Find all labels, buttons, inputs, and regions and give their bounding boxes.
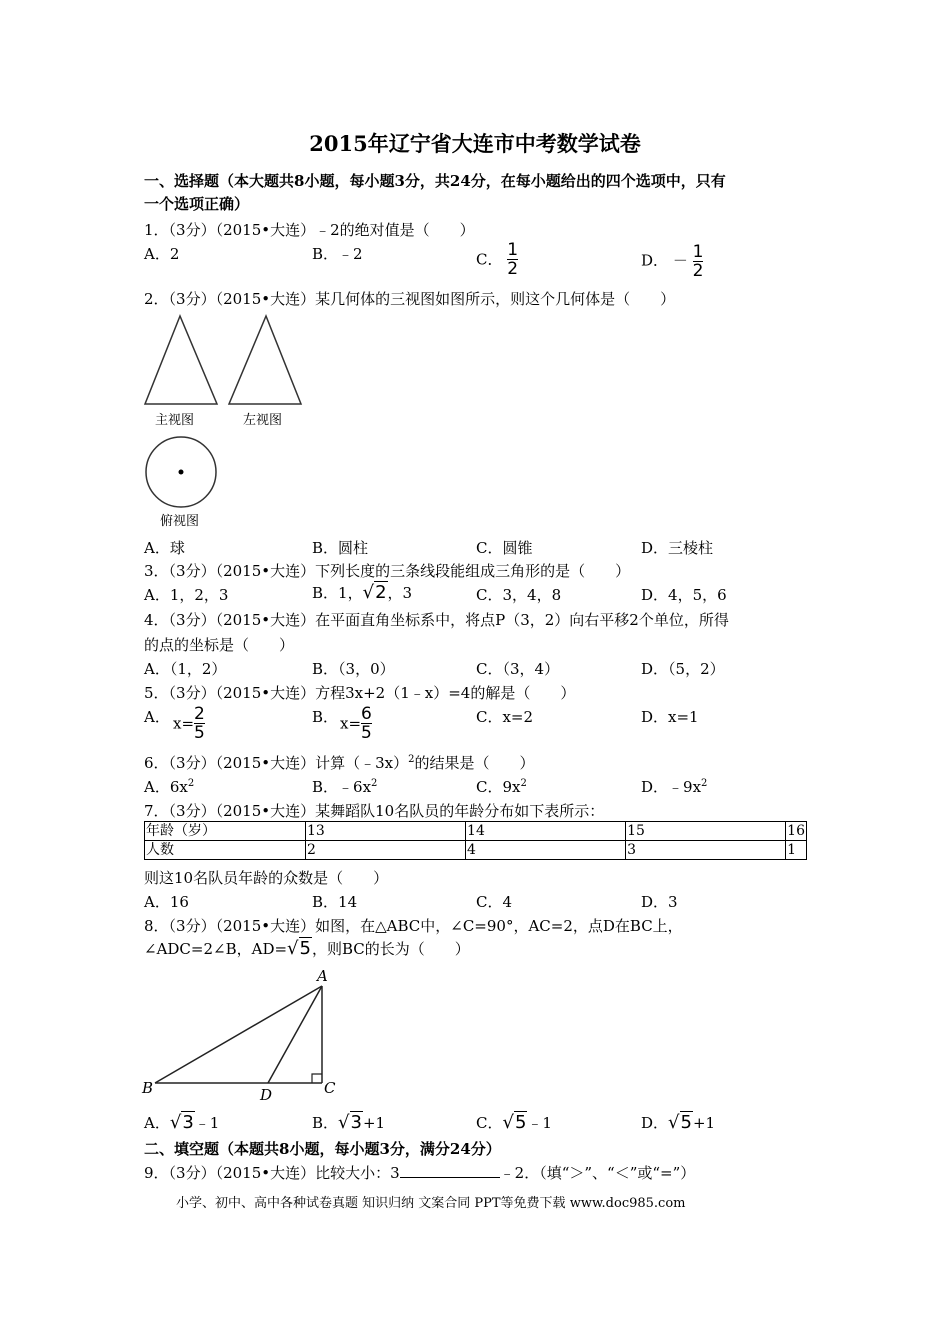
q1-option-c-label: C． <box>476 250 503 269</box>
page-title: 2015年辽宁省大连市中考数学试卷 <box>309 131 641 156</box>
q1-stem: 1．（3分）（2015•大连）﹣2的绝对值是（ ） <box>144 221 475 239</box>
q8-b-suffix: +1 <box>362 1114 386 1132</box>
table-cell: 2 <box>305 841 465 860</box>
table-row <box>145 822 807 841</box>
age-distribution-table <box>144 821 807 860</box>
q6-option-b <box>312 776 377 797</box>
q5-option-c: C．x=2 <box>476 708 534 726</box>
q9-stem-head: 9．（3分）（2015•大连）比较大小：3 <box>144 1164 400 1182</box>
q1-c-numerator: 1 <box>507 240 519 260</box>
q5-option-d: D．x=1 <box>641 708 699 726</box>
section2-heading: 二、填空题（本题共8小题，每小题3分，满分24分） <box>144 1140 501 1158</box>
q5-option-a-label: A． <box>144 708 170 726</box>
vertex-d-label: D <box>260 1086 273 1104</box>
sqrt-sign: √3 <box>169 1112 194 1133</box>
front-view-label: 主视图 <box>155 413 195 428</box>
q8-d-label: D． <box>641 1114 669 1132</box>
q6-option-d <box>641 776 707 797</box>
q8-line2-tail: ，则BC的长为（ ） <box>311 940 470 958</box>
q8-c-label: C． <box>476 1114 503 1132</box>
q8-line2-head: ∠ADC=2∠B，AD= <box>144 940 288 958</box>
table-cell: 14 <box>466 822 626 841</box>
q6-stem-tail: 的结果是（ ） <box>414 754 535 772</box>
q8-d-radicand: 5 <box>680 1112 692 1133</box>
table-cell: 4 <box>466 841 626 860</box>
table-cell: 16 <box>787 823 805 839</box>
footer-banner: 小学、初中、高中各种试卷真题 知识归纳 文案合同 PPT等免费下载 www.doc985.com <box>176 1196 686 1211</box>
q1-d-numerator: 1 <box>692 242 704 262</box>
vertex-c-label: C <box>324 1079 336 1097</box>
q8-c-radicand: 5 <box>514 1112 527 1133</box>
q8-stem-line1: 8．（3分）（2015•大连）如图，在△ABC中，∠C=90°，AC=2，点D在BC上， <box>144 917 683 935</box>
left-view-label: 左视图 <box>243 413 283 428</box>
sqrt-sign: √2 <box>362 582 387 603</box>
q1-option-c <box>476 240 519 279</box>
q4-option-c: C．（3，4） <box>476 660 560 678</box>
q3-option-b-suffix: ，3 <box>387 584 413 602</box>
q8-a-suffix: ﹣1 <box>194 1114 220 1132</box>
table-cell: 年龄（岁） <box>145 822 306 841</box>
segment-ab <box>155 986 322 1083</box>
q8-d-suffix: +1 <box>692 1114 716 1132</box>
q2-option-b: B．圆柱 <box>312 539 369 557</box>
q5-b-denominator: 5 <box>361 723 372 743</box>
q8-option-d <box>641 1112 715 1133</box>
q7-option-a: A．16 <box>144 893 189 911</box>
q3-option-b <box>312 582 412 603</box>
q6-d-text: D．﹣9x <box>641 778 702 796</box>
q5-a-denominator: 5 <box>194 723 205 743</box>
q9-stem-tail: ﹣2．（填“＞”、“＜”或“=”） <box>499 1164 696 1182</box>
q7-option-b: B．14 <box>312 893 358 911</box>
q8-b-radicand: 3 <box>350 1112 362 1133</box>
right-angle-mark <box>312 1074 322 1083</box>
q2-option-a: A．球 <box>144 539 185 557</box>
q5-option-b-label: B． <box>312 708 339 726</box>
q6-b-exponent: 2 <box>371 778 378 789</box>
q5-a-x: x= <box>173 714 195 733</box>
q8-a-label: A． <box>144 1114 170 1132</box>
q2-option-d: D．三棱柱 <box>641 539 714 557</box>
table-cell: 1 <box>786 841 807 860</box>
q1-option-d-fraction <box>693 243 704 280</box>
q5-b-x: x= <box>340 714 362 733</box>
q1-d-denominator: 2 <box>692 261 704 281</box>
q1-option-a: A．2 <box>144 245 180 263</box>
sqrt-sign: √3 <box>338 1112 362 1133</box>
q6-c-text: C．9x <box>476 778 521 796</box>
q6-stem <box>144 752 535 773</box>
q4-option-d: D．（5，2） <box>641 660 725 678</box>
q4-option-a: A．（1，2） <box>144 660 227 678</box>
q5-option-b <box>312 706 338 727</box>
q5-b-numerator: 6 <box>361 704 372 724</box>
q8-c-suffix: ﹣1 <box>527 1114 552 1132</box>
table-cell: 3 <box>626 841 786 860</box>
top-view-center-dot <box>179 470 184 475</box>
table-cell: 人数 <box>145 841 306 860</box>
vertex-a-label: A <box>317 967 328 985</box>
q1-option-d-label: D． <box>641 251 669 270</box>
q3-b-radicand: 2 <box>375 582 387 603</box>
q6-c-exponent: 2 <box>520 778 527 789</box>
q8-stem-line2 <box>144 938 470 959</box>
vertex-b-label: B <box>142 1079 154 1097</box>
left-view-triangle <box>229 316 301 404</box>
q5-option-a <box>144 706 170 727</box>
q1-option-d <box>641 243 703 280</box>
q1-c-denominator: 2 <box>507 259 519 279</box>
q6-stem-main: 6．（3分）（2015•大连）计算（﹣3x） <box>144 754 409 772</box>
table-row <box>145 841 807 860</box>
q8-option-c <box>476 1112 552 1133</box>
q6-b-text: B．﹣6x <box>312 778 372 796</box>
q2-option-c: C．圆锥 <box>476 539 533 557</box>
q3-option-c: C．3，4，8 <box>476 586 562 604</box>
front-view-triangle <box>145 316 217 404</box>
q4-option-b: B．（3，0） <box>312 660 395 678</box>
section1-heading-line1: 一、选择题（本大题共8小题，每小题3分，共24分，在每小题给出的四个选项中，只有 <box>144 172 726 190</box>
q7-stem: 7．（3分）（2015•大连）某舞蹈队10名队员的年龄分布如下表所示： <box>144 802 605 820</box>
sqrt-sign: √5 <box>287 938 311 959</box>
q8-radicand: 5 <box>299 938 311 959</box>
q1-option-b: B．﹣2 <box>312 245 363 263</box>
q6-option-a <box>144 776 194 797</box>
sqrt-sign: √5 <box>502 1112 527 1133</box>
q1-option-d-sign: － <box>672 251 688 270</box>
q4-stem-line1: 4．（3分）（2015•大连）在平面直角坐标系中，将点P（3，2）向右平移2个单位，所得 <box>144 611 729 629</box>
q5-stem: 5．（3分）（2015•大连）方程3x+2（1﹣x）=4的解是（ ） <box>144 684 576 702</box>
q3-option-a: A．1，2，3 <box>144 586 229 604</box>
sqrt-sign: √5 <box>668 1112 692 1133</box>
q5-b-fraction <box>361 705 372 742</box>
q8-triangle-figure <box>138 962 348 1108</box>
q6-a-text: A．6x <box>144 778 188 796</box>
q6-a-exponent: 2 <box>187 778 195 789</box>
q6-d-exponent: 2 <box>701 778 708 789</box>
q6-option-c <box>476 776 527 797</box>
q7-question: 则这10名队员年龄的众数是（ ） <box>144 869 389 887</box>
q3-option-d: D．4，5，6 <box>641 586 727 604</box>
q4-stem-line2: 的点的坐标是（ ） <box>144 636 295 654</box>
section1-heading-line2: 一个选项正确） <box>144 195 250 213</box>
q9-stem <box>144 1162 695 1183</box>
table-cell: 13 <box>305 822 465 841</box>
q8-a-radicand: 3 <box>182 1112 194 1133</box>
q5-a-fraction <box>194 705 205 742</box>
q5-option-a-value <box>173 705 205 742</box>
answer-blank[interactable] <box>400 1165 500 1178</box>
q3-stem: 3．（3分）（2015•大连）下列长度的三条线段能组成三角形的是（ ） <box>144 562 631 580</box>
q5-option-b-value <box>340 705 372 742</box>
q7-option-c: C．4 <box>476 893 513 911</box>
q8-b-label: B． <box>312 1114 339 1132</box>
q7-option-d: D．3 <box>641 893 678 911</box>
q2-stem: 2．（3分）（2015•大连）某几何体的三视图如图所示，则这个几何体是（ ） <box>144 290 676 308</box>
table-cell: 15 <box>626 822 786 841</box>
q6-stem-exponent: 2 <box>408 754 415 765</box>
segment-ad <box>268 986 322 1083</box>
q8-option-a <box>144 1112 219 1133</box>
q1-option-c-fraction <box>507 241 518 278</box>
q5-a-numerator: 2 <box>194 704 205 724</box>
top-view-label: 俯视图 <box>160 514 200 529</box>
q8-option-b <box>312 1112 385 1133</box>
q3-option-b-prefix: B．1， <box>312 584 363 602</box>
